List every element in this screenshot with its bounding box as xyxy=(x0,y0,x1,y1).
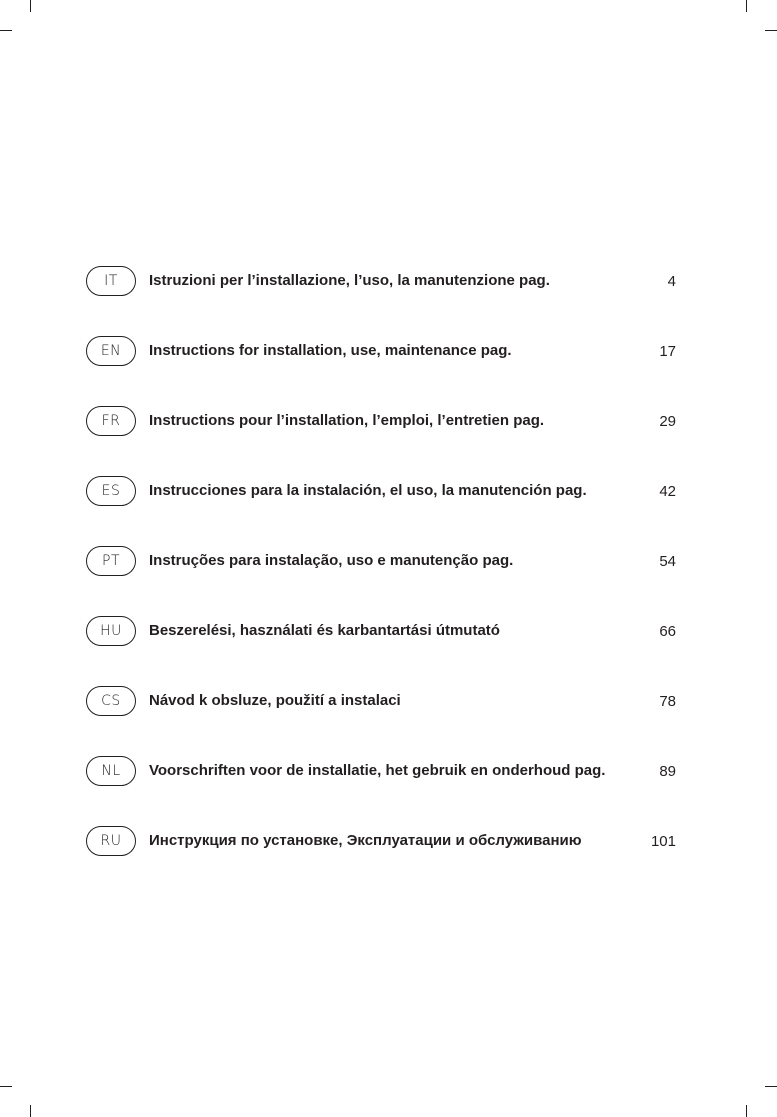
toc-page-it: 4 xyxy=(667,273,676,290)
toc-title-fr: Instructions pour l’installation, l’emploi, l’entretien pag. xyxy=(149,412,545,429)
toc-title-cs: Návod k obsluze, použití a instalaci xyxy=(149,692,401,709)
toc-page-es: 42 xyxy=(659,483,676,500)
language-badge-it: IT xyxy=(86,266,136,296)
toc-page-en: 17 xyxy=(659,343,676,360)
toc-page-nl: 89 xyxy=(659,763,676,780)
toc-entry-ru[interactable] xyxy=(86,826,686,858)
language-badge-ru: RU xyxy=(86,826,136,856)
toc-entry-nl[interactable] xyxy=(86,756,686,788)
language-badge-cs: CS xyxy=(86,686,136,716)
toc-title-it: Istruzioni per l’installazione, l’uso, la manutenzione pag. xyxy=(149,272,550,289)
toc-title-es: Instrucciones para la instalación, el uso, la manutención pag. xyxy=(149,482,587,499)
toc-title-ru: Инструкция по установке, Эксплуатации и обслуживанию xyxy=(149,832,582,849)
toc-page-pt: 54 xyxy=(659,553,676,570)
toc-title-hu: Beszerelési, használati és karbantartási útmutató xyxy=(149,622,500,639)
toc-entry-fr[interactable] xyxy=(86,406,686,438)
toc-page-ru: 101 xyxy=(650,833,676,850)
toc-title-nl: Voorschriften voor de installatie, het gebruik en onderhoud pag. xyxy=(149,762,606,779)
toc-entry-it[interactable] xyxy=(86,266,686,298)
language-badge-hu: HU xyxy=(86,616,136,646)
toc-entry-pt[interactable] xyxy=(86,546,686,578)
toc-entry-hu[interactable] xyxy=(86,616,686,648)
toc-title-en: Instructions for installation, use, maintenance pag. xyxy=(149,342,512,359)
language-badge-es: ES xyxy=(86,476,136,506)
toc-page-cs: 78 xyxy=(659,693,676,710)
toc-page-hu: 66 xyxy=(659,623,676,640)
language-badge-fr: FR xyxy=(86,406,136,436)
toc-entry-en[interactable] xyxy=(86,336,686,368)
language-badge-pt: PT xyxy=(86,546,136,576)
language-badge-en: EN xyxy=(86,336,136,366)
toc-page-fr: 29 xyxy=(659,413,676,430)
language-badge-nl: NL xyxy=(86,756,136,786)
toc-entry-cs[interactable] xyxy=(86,686,686,718)
toc-title-pt: Instruções para instalação, uso e manutenção pag. xyxy=(149,552,514,569)
toc-entry-es[interactable] xyxy=(86,476,686,508)
